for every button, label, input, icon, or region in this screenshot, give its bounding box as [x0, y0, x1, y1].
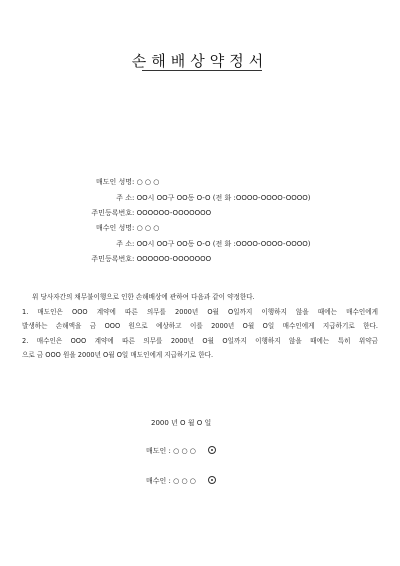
- intro-paragraph: 위 당사자간의 채무불이행으로 인한 손해배상에 관하여 다음과 같이 약정한다.: [32, 293, 255, 301]
- clause-1-line-1: 1. 매도인은 OOO 계약에 따른 의무를 2000년 O월 O일까지 이행하지 않을 때에는 매수인에게: [22, 307, 378, 316]
- clause-2-line-1: 2. 매수인은 OOO 계약에 따른 의무를 2000년 O월 O일까지 이행하지 않을 때에는 특히 위약금: [22, 336, 378, 345]
- buyer-name-label: 매수인 성명: [95, 224, 132, 232]
- buyer-address-label: 주 소: [116, 239, 132, 248]
- seal-icon: [208, 476, 216, 484]
- title-underline: [142, 70, 262, 71]
- seller-signature-label: 매도인: [146, 447, 167, 455]
- clause-2-line-2: 으로 금 OOO 원을 2000년 O월 O일 매도인에게 지급하기로 한다.: [22, 351, 214, 359]
- seller-signature-name: : ○ ○ ○: [168, 447, 196, 455]
- seller-id-label: 주민등록번호: [91, 209, 132, 217]
- seller-name-label: 매도인 성명: [95, 178, 132, 186]
- buyer-name-value: : ○ ○ ○: [132, 224, 160, 232]
- buyer-address-value: : OO시 OO구 OO동 O-O (전 화 :OOOO-OOOO-OOOO): [132, 239, 311, 248]
- document-title: 손해배상약정서: [131, 52, 269, 70]
- clause-1-line-2: 발생하는 손해액을 금 OOO 원으로 예상하고 이를 2000년 O월 O일 매수인에게 지급하기로 한다.: [22, 322, 378, 330]
- agreement-date: 2000 년 O 월 O 일: [151, 419, 212, 427]
- buyer-signature-name: : ○ ○ ○: [168, 477, 196, 485]
- seller-name-value: : ○ ○ ○: [132, 178, 160, 186]
- seller-address-value: : OO시 OO구 OO동 O-O (전 화 :OOOO-OOOO-OOOO): [132, 193, 311, 202]
- agreement-body: [22, 290, 378, 363]
- buyer-signature-label: 매수인: [146, 477, 167, 485]
- seller-signature-line: [146, 446, 216, 456]
- buyer-id-label: 주민등록번호: [91, 255, 132, 263]
- buyer-signature-line: [146, 476, 216, 486]
- seal-icon: [208, 446, 216, 454]
- seller-address-label: 주 소: [116, 193, 132, 202]
- seller-id-value: : OOOOOO-OOOOOOO: [132, 209, 212, 217]
- buyer-id-value: : OOOOOO-OOOOOOO: [132, 255, 212, 263]
